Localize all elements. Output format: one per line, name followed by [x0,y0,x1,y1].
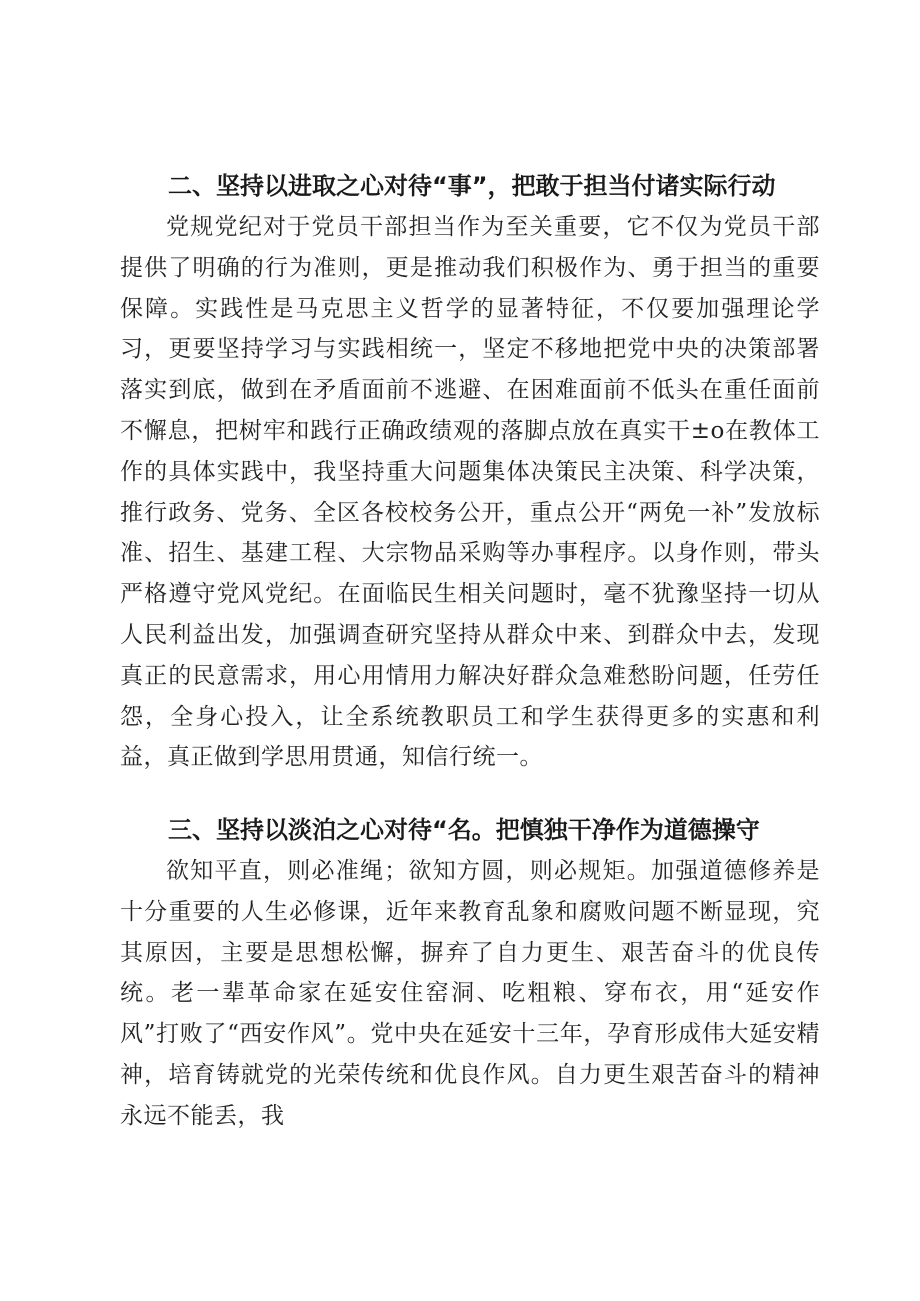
section-2-heading: 二、坚持以进取之心对待“事”，把敢于担当付诸实际行动 [168,172,776,200]
section-3-paragraph: 欲知平直，则必准绳；欲知方圆，则必规矩。加强道德修养是十分重要的人生必修课，近年来教育乱象和腐败问题不断显现，究其原因，主要是思想松懈，摒弃了自力更生、艰苦奋斗的优良传统。老一辈革命家在延安住窑洞、吃粗粮、穿布衣，用“延安作风”打败了“西安作风”。党中央在延安十三年，孕育形成伟大延安精神，培育铸就党的光荣传统和优良作风。自力更生艰苦奋斗的精神永远不能丢，我 [120,858,820,1129]
section-3-heading: 三、坚持以淡泊之心对待“名。把慎独干净作为道德操守 [168,816,760,844]
section-2-paragraph: 党规党纪对于党员干部担当作为至关重要，它不仅为党员干部提供了明确的行为准则，更是推动我们积极作为、勇于担当的重要保障。实践性是马克思主义哲学的显著特征，不仅要加强理论学习，更要坚持学习与实践相统一，坚定不移地把党中央的决策部署落实到底，做到在矛盾面前不逃避、在困难面前不低头在重任面前不懈息，把树牢和践行正确政绩观的落脚点放在真实干±o在教体工作的具体实践中，我坚持重大问题集体决策民主决策、科学决策，推行政务、党务、全区各校校务公开，重点公开“两免一补”发放标准、招生、基建工程、大宗物品采购等办事程序。以身作则，带头严格遵守党风党纪。在面临民生相关问题时，毫不犹豫坚持一切从人民利益出发，加强调查研究坚持从群众中来、到群众中去，发现真正的民意需求，用心用情用力解决好群众急难愁盼问题，任劳任怨，全身心投入，让全系统教职员工和学生获得更多的实惠和利益，真正做到学思用贯通，知信行统一。 [120,214,820,771]
